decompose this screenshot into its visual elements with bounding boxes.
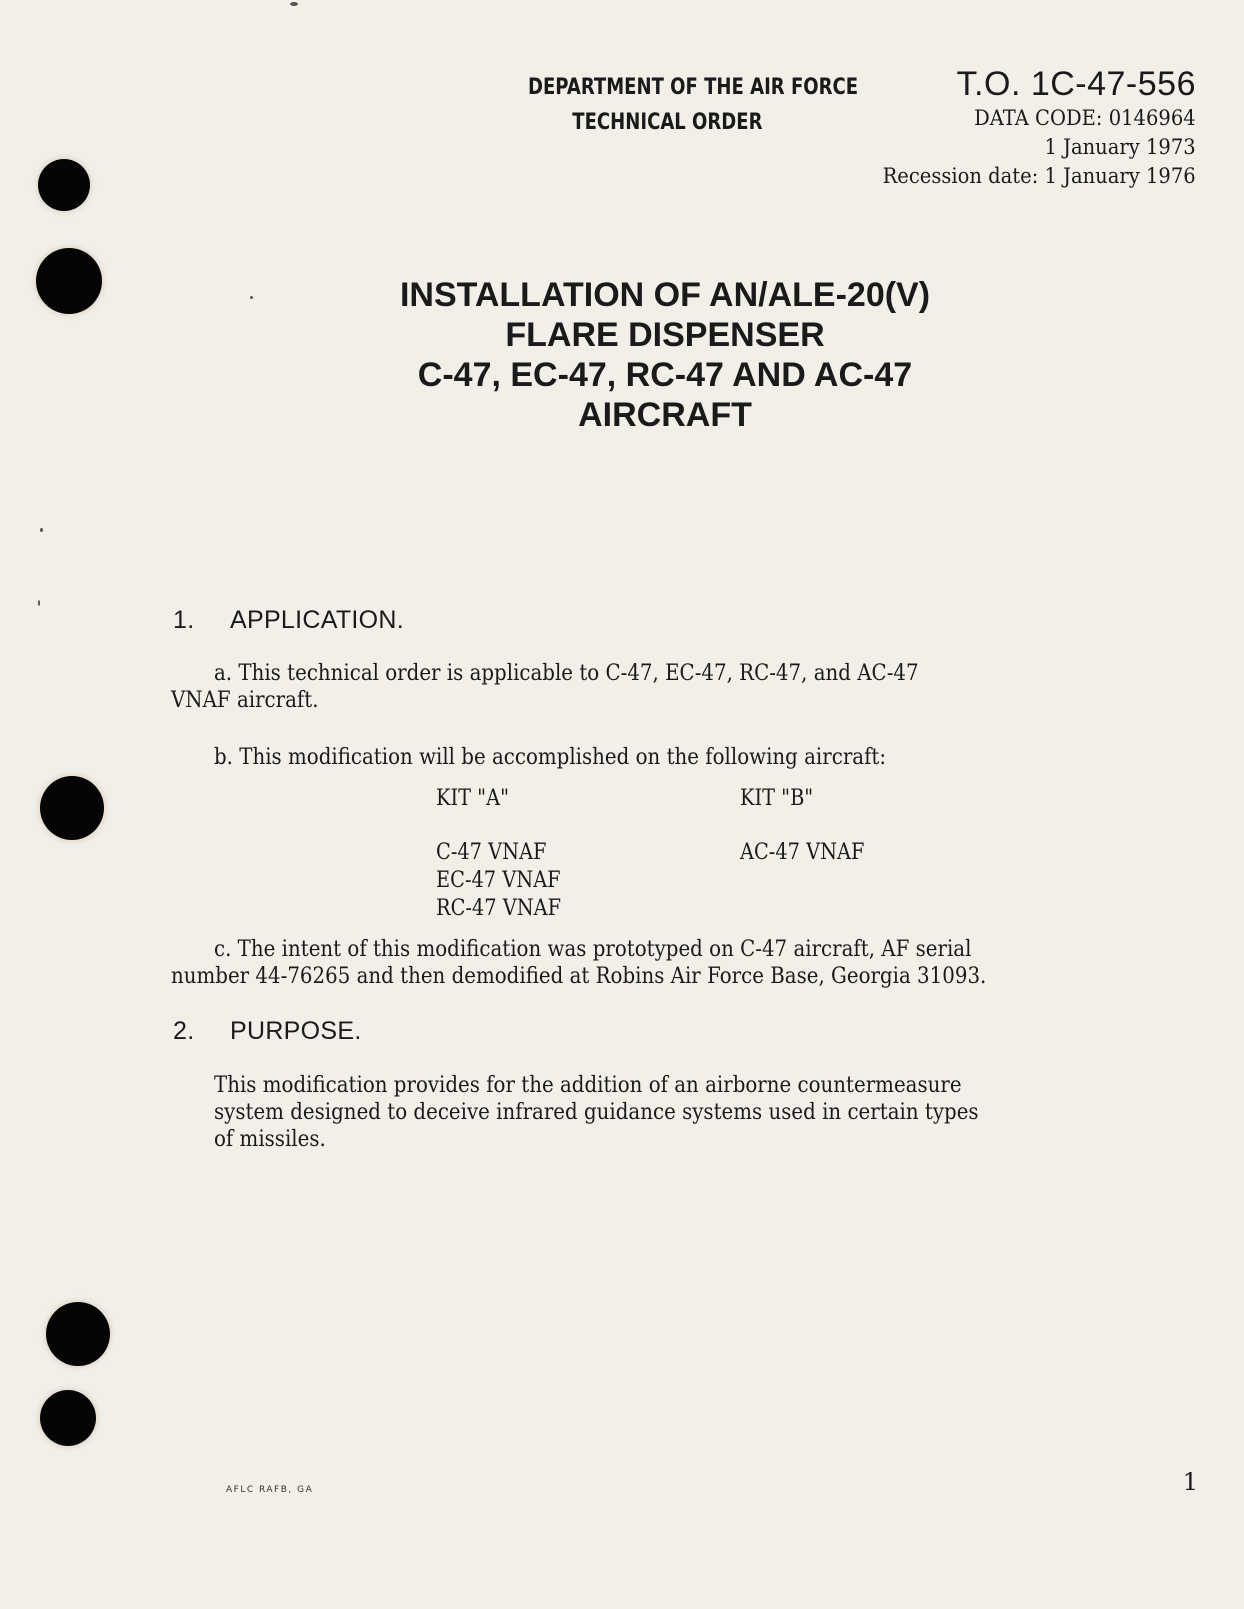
kit-a-aircraft: C-47 VNAF <box>436 840 547 865</box>
kit-b-aircraft: AC-47 VNAF <box>740 840 865 865</box>
paper-speck <box>290 2 298 6</box>
section-number: 2. <box>173 1017 195 1045</box>
title-line: INSTALLATION OF AN/ALE-20(V) <box>399 276 931 314</box>
document-identifiers <box>859 64 1196 191</box>
paragraph-1c-line1: c. The intent of this modification was prototyped on C-47 aircraft, AF serial <box>214 937 972 962</box>
issuing-authority <box>528 70 859 140</box>
kit-a-aircraft: RC-47 VNAF <box>436 896 562 921</box>
punch-hole <box>40 776 104 840</box>
section-heading-purpose <box>173 1017 362 1046</box>
data-code: DATA CODE: 0146964 <box>974 106 1196 130</box>
paragraph-1a-line1: a. This technical order is applicable to C-47, EC-47, RC-47, and AC-47 <box>214 661 919 686</box>
kit-b-label: KIT "B" <box>740 786 814 811</box>
issue-date: 1 January 1973 <box>1044 135 1196 159</box>
document-type: TECHNICAL ORDER <box>572 110 763 135</box>
purpose-line: system designed to deceive infrared guidance systems used in certain types <box>214 1100 979 1125</box>
purpose-line: This modification provides for the addition of an airborne countermeasure <box>214 1073 962 1098</box>
punch-hole <box>40 1390 96 1446</box>
paragraph-1c-line2: number 44-76265 and then demodified at Robins Air Force Base, Georgia 31093. <box>171 964 987 989</box>
section-title: PURPOSE. <box>230 1017 362 1045</box>
paragraph-1b: b. This modification will be accomplished on the following aircraft: <box>214 745 887 770</box>
kit-a-aircraft: EC-47 VNAF <box>436 868 561 893</box>
kit-a-label: KIT "A" <box>436 786 509 811</box>
paper-speck <box>38 600 40 606</box>
recession-date: Recession date: 1 January 1976 <box>882 164 1196 188</box>
page-number: 1 <box>1182 1468 1198 1496</box>
document-title <box>0 275 1244 435</box>
purpose-line: of missiles. <box>214 1127 326 1152</box>
section-number: 1. <box>173 606 195 634</box>
paragraph-1a-line2: VNAF aircraft. <box>171 688 319 713</box>
section-heading-application <box>173 606 404 635</box>
printer-code: AFLC RAFB, GA <box>226 1485 314 1495</box>
punch-hole <box>38 159 90 211</box>
title-line: FLARE DISPENSER <box>505 316 825 354</box>
technical-order-number: T.O. 1C-47-556 <box>956 65 1196 103</box>
department-name: DEPARTMENT OF THE AIR FORCE <box>528 75 859 100</box>
title-line: AIRCRAFT <box>578 396 752 434</box>
section-title: APPLICATION. <box>230 606 405 634</box>
punch-hole <box>46 1302 110 1366</box>
title-line: C-47, EC-47, RC-47 AND AC-47 <box>417 356 913 394</box>
paper-speck <box>40 528 43 532</box>
